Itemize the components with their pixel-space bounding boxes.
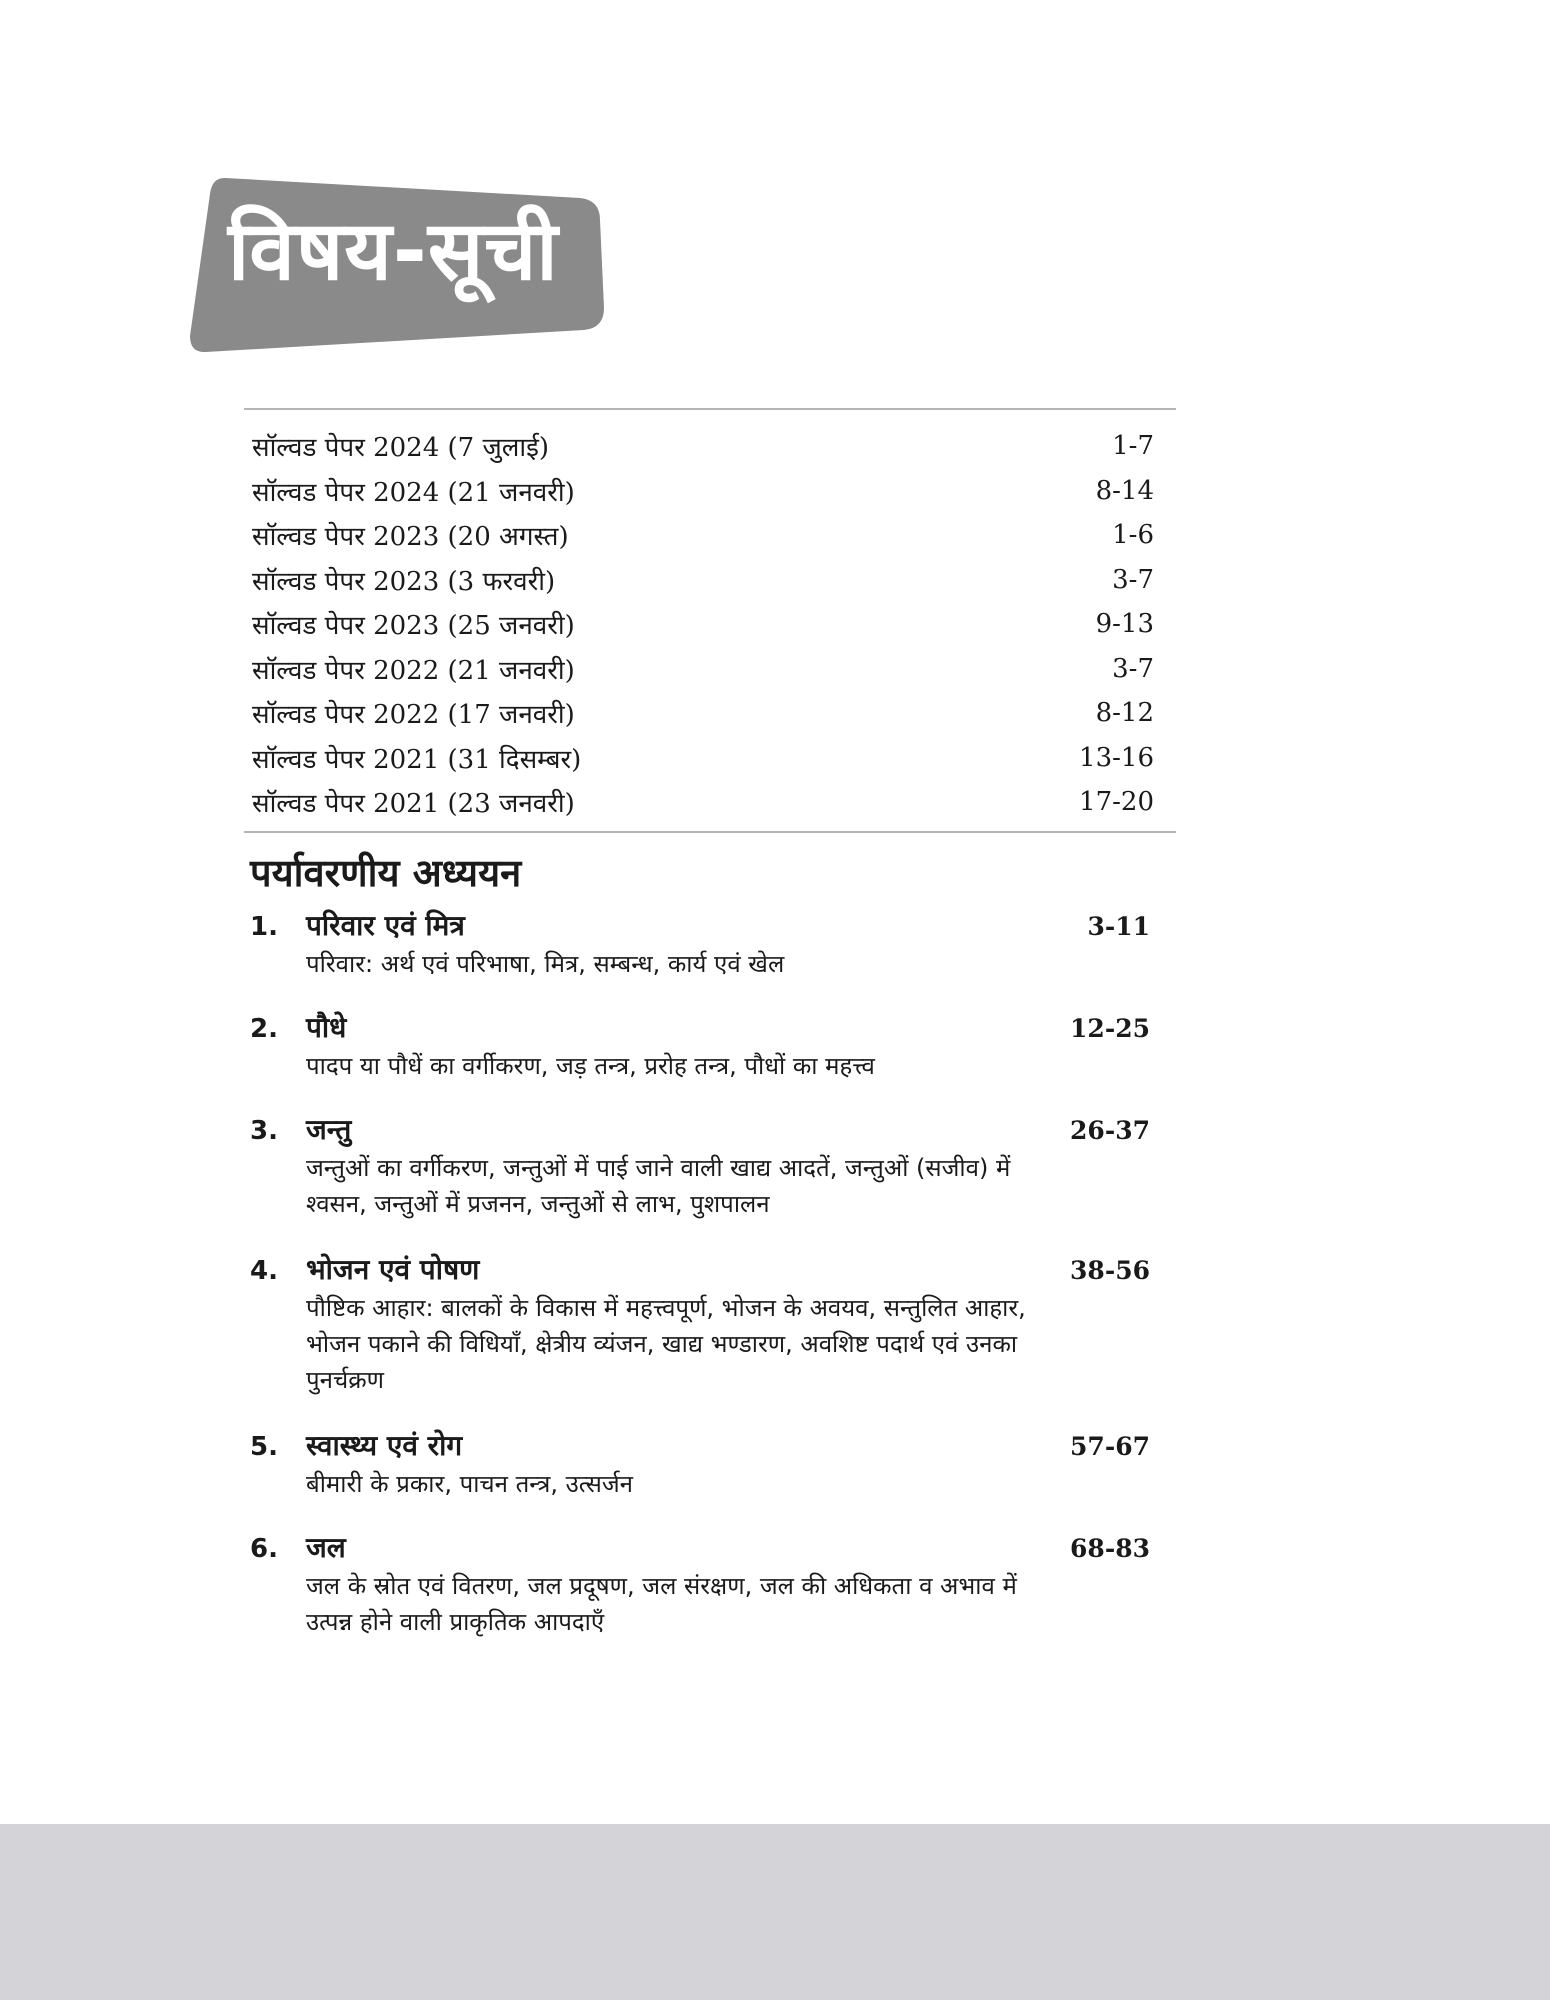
list-item[interactable] — [244, 647, 1176, 692]
chapter-title: पौधे — [306, 1011, 347, 1044]
page-title: विषय-सूची — [228, 204, 559, 299]
list-item[interactable] — [244, 736, 1176, 781]
chapter-pages: 68-83 — [1070, 1534, 1150, 1563]
paper-pages: 1-7 — [1112, 431, 1154, 462]
chapter-number: 5. — [250, 1432, 278, 1462]
chapter-title: जन्तु — [306, 1113, 352, 1146]
solved-papers-list — [244, 408, 1176, 833]
chapter-pages: 57-67 — [1070, 1432, 1150, 1461]
chapter-item[interactable] — [250, 1250, 1150, 1398]
chapter-pages: 3-11 — [1087, 912, 1150, 941]
paper-pages: 1-6 — [1112, 520, 1154, 551]
paper-pages: 9-13 — [1095, 609, 1154, 640]
chapter-description: पौष्टिक आहार: बालकों के विकास में महत्त्वपूर्ण, भोजन के अवयव, सन्तुलित आहार, भोजन पकाने की विधियाँ, क्षेत्रीय व्यंजन, खाद्य भण्डारण, अवशिष्ट पदार्थ एवं उनका पुनर्चक्रण — [306, 1294, 1026, 1394]
chapter-title: स्वास्थ्य एवं रोग — [306, 1429, 463, 1462]
list-item[interactable] — [244, 424, 1176, 469]
paper-label: सॉल्वड पेपर 2024 (7 जुलाई) — [252, 433, 550, 464]
section-heading: पर्यावरणीय अध्ययन — [250, 851, 522, 895]
chapter-number: 6. — [250, 1534, 278, 1564]
chapter-item[interactable] — [250, 1528, 1150, 1640]
paper-label: सॉल्वड पेपर 2022 (17 जनवरी) — [252, 700, 575, 731]
paper-label: सॉल्वड पेपर 2024 (21 जनवरी) — [252, 477, 575, 508]
paper-label: सॉल्वड पेपर 2023 (20 अगस्त) — [252, 522, 569, 553]
list-item[interactable] — [244, 469, 1176, 514]
chapter-number: 2. — [250, 1014, 278, 1044]
list-item[interactable] — [244, 558, 1176, 603]
list-item[interactable] — [244, 691, 1176, 736]
chapter-description: जन्तुओं का वर्गीकरण, जन्तुओं में पाई जाने वाली खाद्य आदतें, जन्तुओं (सजीव) में श्वसन, जन्तुओं में प्रजनन, जन्तुओं से लाभ, पुशपालन — [306, 1154, 1011, 1218]
chapter-pages: 12-25 — [1070, 1014, 1150, 1043]
chapter-description: पादप या पौधें का वर्गीकरण, जड़ तन्त्र, प्ररोह तन्त्र, पौधों का महत्त्व — [306, 1052, 875, 1080]
paper-pages: 8-14 — [1095, 475, 1154, 506]
chapter-number: 1. — [250, 912, 278, 942]
footer-band — [0, 1824, 1550, 2000]
paper-label: सॉल्वड पेपर 2023 (3 फरवरी) — [252, 566, 556, 597]
chapter-pages: 38-56 — [1070, 1256, 1150, 1285]
paper-pages: 8-12 — [1095, 698, 1154, 729]
paper-pages: 17-20 — [1079, 787, 1154, 818]
chapter-title: भोजन एवं पोषण — [306, 1253, 480, 1286]
chapter-title: जल — [306, 1531, 346, 1564]
chapter-item[interactable] — [250, 1110, 1150, 1222]
chapter-pages: 26-37 — [1070, 1116, 1150, 1145]
chapter-description: जल के स्रोत एवं वितरण, जल प्रदूषण, जल संरक्षण, जल की अधिकता व अभाव में उत्पन्न होने वाली प्राकृतिक आपदाएँ — [306, 1572, 1017, 1636]
chapter-item[interactable] — [250, 1008, 1150, 1084]
paper-label: सॉल्वड पेपर 2023 (25 जनवरी) — [252, 611, 575, 642]
chapter-item[interactable] — [250, 906, 1150, 982]
chapter-number: 4. — [250, 1256, 278, 1286]
chapter-description: परिवार: अर्थ एवं परिभाषा, मित्र, सम्बन्ध, कार्य एवं खेल — [306, 950, 785, 978]
chapter-description: बीमारी के प्रकार, पाचन तन्त्र, उत्सर्जन — [306, 1470, 633, 1498]
paper-label: सॉल्वड पेपर 2021 (31 दिसम्बर) — [252, 744, 582, 775]
title-badge — [188, 176, 608, 352]
paper-pages: 3-7 — [1112, 653, 1154, 684]
paper-pages: 13-16 — [1079, 742, 1154, 773]
chapter-item[interactable] — [250, 1426, 1150, 1502]
paper-label: सॉल्वड पेपर 2021 (23 जनवरी) — [252, 789, 575, 820]
list-item[interactable] — [244, 602, 1176, 647]
list-item[interactable] — [244, 780, 1176, 825]
chapter-title: परिवार एवं मित्र — [306, 909, 465, 942]
paper-pages: 3-7 — [1112, 564, 1154, 595]
paper-label: सॉल्वड पेपर 2022 (21 जनवरी) — [252, 655, 575, 686]
chapter-number: 3. — [250, 1116, 278, 1146]
list-item[interactable] — [244, 513, 1176, 558]
